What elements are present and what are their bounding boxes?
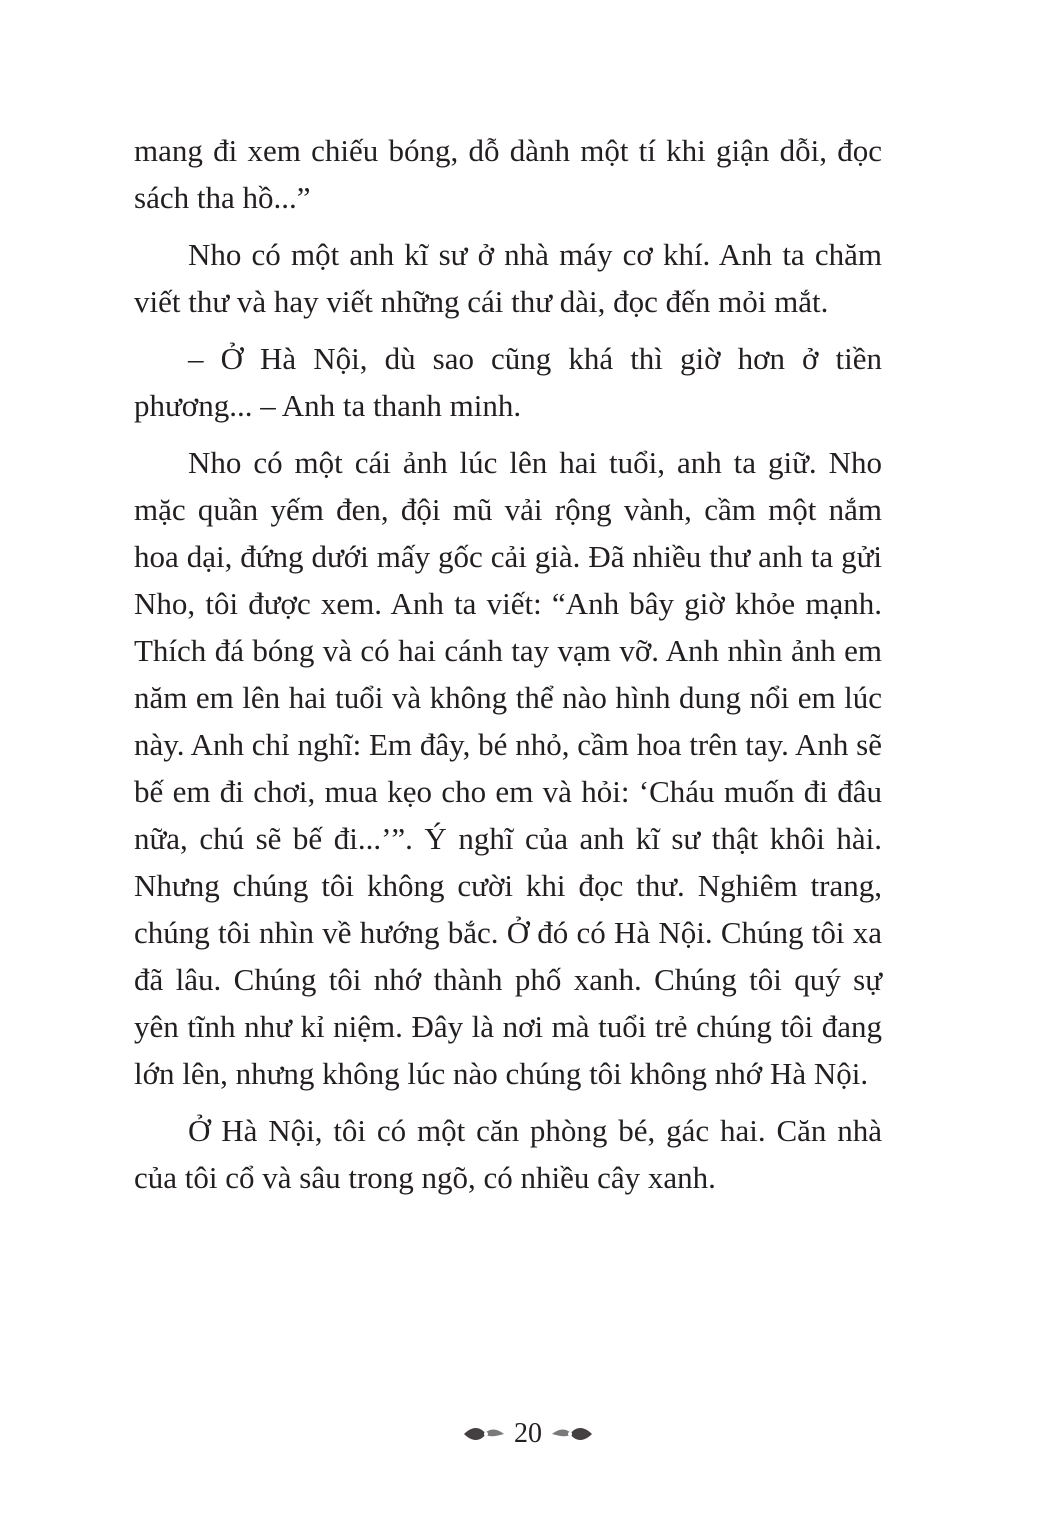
page-body: [134, 127, 882, 1211]
floral-ornament-icon: [550, 1422, 594, 1446]
page-number: 20: [514, 1418, 542, 1449]
paragraph-dialogue: – Ở Hà Nội, dù sao cũng khá thì giờ hơn ở tiền phương... – Anh ta thanh minh.: [134, 341, 882, 423]
paragraph: Nho có một cái ảnh lúc lên hai tuổi, anh ta giữ. Nho mặc quần yếm đen, đội mũ vải rộng vành, cầm một nắm hoa dại, đứng dưới mấy gốc cải già. Đã nhiều thư anh ta gửi Nho, tôi được xem. Anh ta viết: “Anh bây giờ khỏe mạnh. Thích đá bóng và có hai cánh tay vạm vỡ. Anh nhìn ảnh em năm em lên hai tuổi và không thể nào hình dung nổi em lúc này. Anh chỉ nghĩ: Em đây, bé nhỏ, cầm hoa trên tay. Anh sẽ bế em đi chơi, mua kẹo cho em và hỏi: ‘Cháu muốn đi đâu nữa, chú sẽ bế đi...’”. Ý nghĩ của anh kĩ sư thật khôi hài. Nhưng chúng tôi không cười khi đọc thư. Nghiêm trang, chúng tôi nhìn về hướng bắc. Ở đó có Hà Nội. Chúng tôi xa đã lâu. Chúng tôi nhớ thành phố xanh. Chúng tôi quý sự yên tĩnh như kỉ niệm. Đây là nơi mà tuổi trẻ chúng tôi đang lớn lên, nhưng không lúc nào chúng tôi không nhớ Hà Nội.: [134, 445, 882, 1091]
paragraph-continuation: mang đi xem chiếu bóng, dỗ dành một tí khi giận dỗi, đọc sách tha hồ...”: [134, 133, 882, 215]
paragraph: Nho có một anh kĩ sư ở nhà máy cơ khí. Anh ta chăm viết thư và hay viết những cái thư dài, đọc đến mỏi mắt.: [134, 237, 882, 319]
page-footer: [0, 1414, 1056, 1454]
paragraph: Ở Hà Nội, tôi có một căn phòng bé, gác hai. Căn nhà của tôi cổ và sâu trong ngõ, có nhiều cây xanh.: [134, 1113, 882, 1195]
floral-ornament-icon: [462, 1422, 506, 1446]
